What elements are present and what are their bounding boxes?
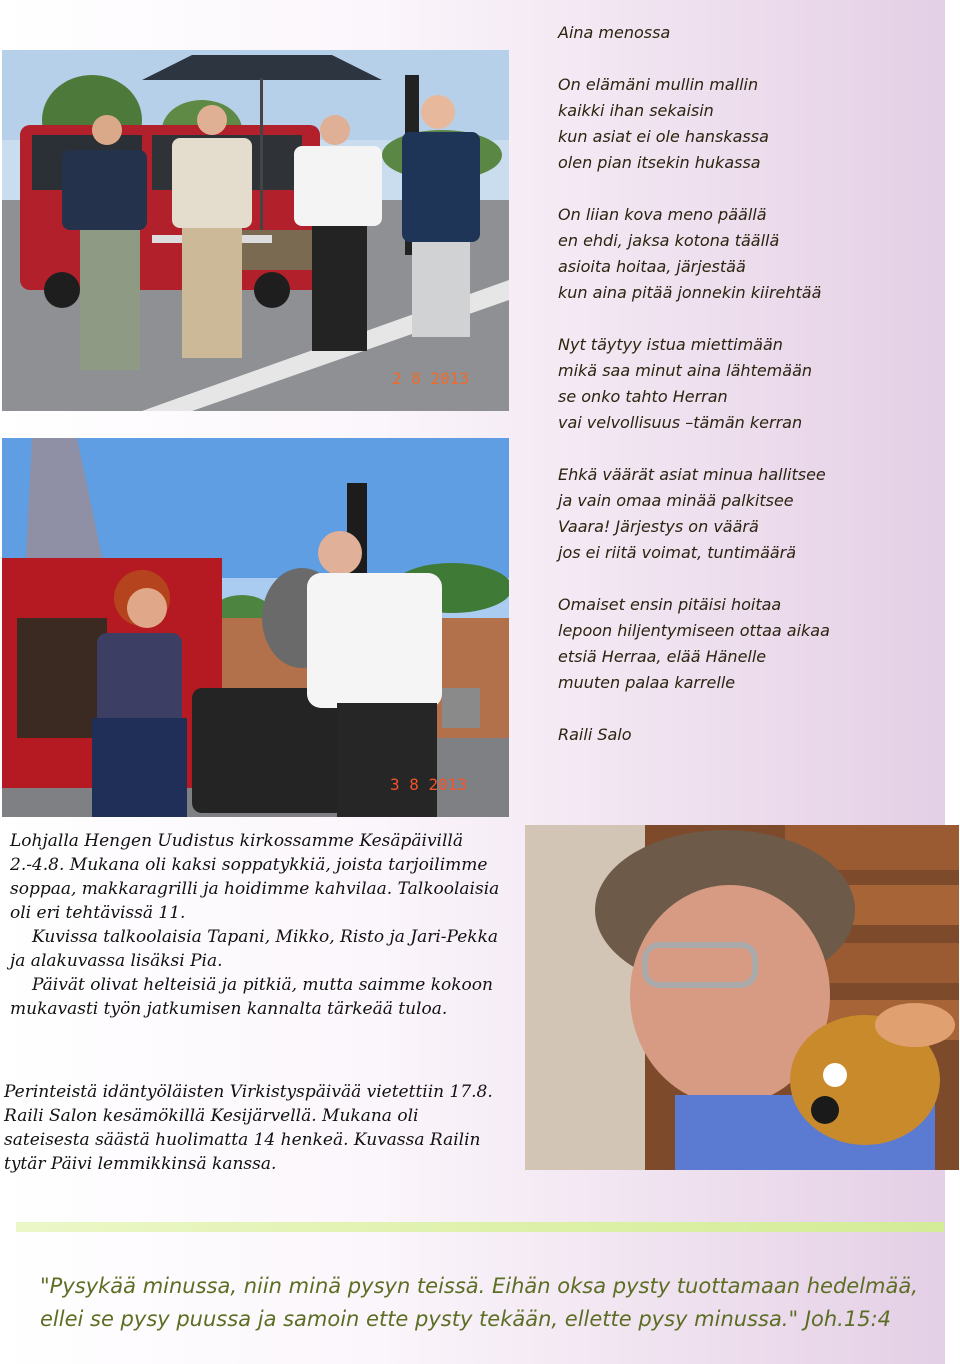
soup-cannon-photo	[2, 438, 509, 817]
poem-line: kaikki ihan sekaisin	[558, 101, 714, 120]
poem-line: vai velvollisuus –tämän kerran	[558, 413, 803, 432]
poem-stanza-2	[558, 202, 928, 306]
poem-line: kun aina pitää jonnekin kiirehtää	[558, 283, 822, 302]
poem-line: se onko tahto Herran	[558, 387, 728, 406]
poem-line: Nyt täytyy istua miettimään	[558, 335, 783, 354]
poem-line: On elämäni mullin mallin	[558, 75, 759, 94]
summer-days-caption	[10, 829, 505, 1021]
poem-line: On liian kova meno päällä	[558, 205, 767, 224]
poem-line: olen pian itsekin hukassa	[558, 153, 761, 172]
poem-line: lepoon hiljentymiseen ottaa aikaa	[558, 621, 830, 640]
poem-stanza-3	[558, 332, 928, 436]
poem-stanza-5	[558, 592, 928, 696]
caption-paragraph: Perinteistä idäntyöläisten Virkistyspäivää vietettiin 17.8. Raili Salon kesämökillä Kesijärvellä. Mukana oli sateisesta säästä huolimatta 14 henkeä. Kuvassa Railin tytär Päivi lemmikkinsä kanssa.	[4, 1082, 493, 1174]
poem	[558, 20, 928, 748]
retreat-day-caption	[4, 1080, 504, 1176]
bible-verse: "Pysykää minussa, niin minä pysyn teissä. Eihän oksa pysty tuottamaan hedelmää, ellei se pysy puussa ja samoin ette pysty tekään, ellette pysy minussa." Joh.15:4	[40, 1274, 918, 1331]
middle-photo-date: 3 8 2013	[390, 775, 468, 794]
caption-paragraph: Päivät olivat helteisiä ja pitkiä, mutta saimme kokoon mukavasti työn jatkumisen kannalta tärkeää tuloa.	[10, 975, 493, 1019]
volunteers-photo	[2, 50, 509, 411]
poem-author: Raili Salo	[558, 725, 632, 744]
caption-paragraph: Kuvissa talkoolaisia Tapani, Mikko, Risto ja Jari-Pekka ja alakuvassa lisäksi Pia.	[10, 927, 499, 971]
poem-line: asioita hoitaa, järjestää	[558, 257, 746, 276]
poem-line: muuten palaa karrelle	[558, 673, 736, 692]
poem-line: jos ei riitä voimat, tuntimäärä	[558, 543, 797, 562]
poem-title: Aina menossa	[558, 23, 671, 42]
poem-stanza-4	[558, 462, 928, 566]
poem-line: Omaiset ensin pitäisi hoitaa	[558, 595, 782, 614]
poem-line: etsiä Herraa, elää Hänelle	[558, 647, 767, 666]
poem-line: Vaara! Järjestys on väärä	[558, 517, 759, 536]
top-photo-date: 2 8 2013	[392, 369, 470, 388]
poem-line: Ehkä väärät asiat minua hallitsee	[558, 465, 826, 484]
poem-line: mikä saa minut aina lähtemään	[558, 361, 813, 380]
caption-paragraph: Lohjalla Hengen Uudistus kirkossamme Kesäpäivillä 2.-4.8. Mukana oli kaksi soppatykkiä, joista tarjoilimme soppaa, makkaragrilli ja hoidimme kahvilaa. Talkoolaisia oli eri tehtävissä 11.	[10, 831, 500, 923]
poem-stanza-1	[558, 72, 928, 176]
poem-line: ja vain omaa minää palkitsee	[558, 491, 794, 510]
poem-line: en ehdi, jaksa kotona täällä	[558, 231, 780, 250]
divider	[16, 1222, 944, 1232]
poem-line: kun asiat ei ole hanskassa	[558, 127, 769, 146]
paivi-photo	[525, 825, 959, 1170]
